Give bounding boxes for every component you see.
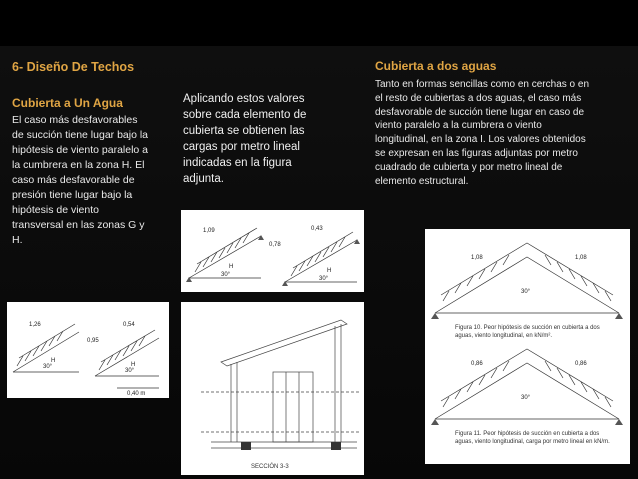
load-value: 1,08 xyxy=(575,255,587,261)
figure-caption: Figura 10. Peor hipótesis de succión en cubierta a dos xyxy=(455,325,600,331)
text-line: elemento estructural. xyxy=(375,175,469,187)
left-paragraph xyxy=(12,113,177,248)
figure-building-section xyxy=(181,302,364,475)
load-value: 1,26 xyxy=(29,322,41,328)
load-value: 0,86 xyxy=(575,361,587,367)
text-line: El caso más desfavorables xyxy=(12,114,138,126)
figure-caption: aguas, viento longitudinal, en kN/m². xyxy=(455,333,553,339)
middle-paragraph xyxy=(183,91,353,187)
load-value: 0,54 xyxy=(123,322,135,328)
text-line: presión tiene lugar bajo la xyxy=(12,189,133,201)
load-arrows xyxy=(195,233,249,272)
gable-roof-bottom xyxy=(435,363,619,419)
top-bar xyxy=(0,0,638,46)
text-line: Aplicando estos valores xyxy=(183,93,305,105)
roof-slab xyxy=(221,320,347,366)
load-arrows-2 xyxy=(291,237,345,276)
angle-label: 30° xyxy=(43,364,53,370)
figure-caption: Figura 11. Peor hipótesis de succión en cubierta a dos xyxy=(455,431,600,437)
height-label: H xyxy=(131,362,136,368)
footing xyxy=(331,442,341,450)
text-line: la cumbrera en la zona H. El xyxy=(12,159,145,171)
support-icon xyxy=(615,419,623,425)
text-line: transversal en las zonas G y xyxy=(12,219,145,231)
support-icon xyxy=(431,419,439,425)
load-value: 1,08 xyxy=(471,255,483,261)
text-line: cargas por metro lineal xyxy=(183,141,300,153)
text-line: longitudinal, en la zona I. Los valores obtenidos xyxy=(375,134,586,146)
text-line: cuadrado de cubierta y por metro lineal de xyxy=(375,161,563,173)
mono-pitch-line-diagram xyxy=(7,302,169,398)
heading-mono-pitch: Cubierta a Un Agua xyxy=(12,96,123,110)
height-label: H xyxy=(51,358,56,364)
load-value: 0,78 xyxy=(269,242,281,248)
mono-pitch-diagram xyxy=(181,210,364,292)
text-line: se expresan en las figuras adjuntas por metro xyxy=(375,147,578,159)
section-title: 6- Diseño De Techos xyxy=(12,60,135,74)
text-line: caso más desfavorable de xyxy=(12,174,135,186)
text-line: adjunta. xyxy=(183,173,224,185)
angle-label: 30° xyxy=(125,368,135,374)
text-line: sobre cada elemento de xyxy=(183,109,307,121)
gable-roof-top xyxy=(435,257,619,313)
figure-caption: aguas, viento longitudinal, carga por metro lineal en kN/m. xyxy=(455,439,610,445)
section-drawing xyxy=(181,302,364,475)
footing xyxy=(241,442,251,450)
text-line: el resto de cubiertas a dos aguas, el caso más xyxy=(375,92,582,104)
text-line: Tanto en formas sencillas como en cerchas o en xyxy=(375,79,589,90)
text-line: viento paralelo a la cumbrera o viento xyxy=(375,120,542,132)
window-frame xyxy=(273,372,313,442)
height-label: H xyxy=(229,264,234,270)
height-label: H xyxy=(327,268,332,274)
text-line: hipótesis de viento xyxy=(12,204,99,216)
figure-mono-pitch-loads xyxy=(181,210,364,292)
load-value: 0,95 xyxy=(87,338,99,344)
text-line: cubierta se obtienen las xyxy=(183,125,305,137)
dimension-label: 0,40 m xyxy=(127,391,146,397)
load-value: 1,09 xyxy=(203,228,215,234)
angle-label: 30° xyxy=(521,289,531,295)
figure-gable-roof-loads xyxy=(425,229,630,464)
text-line: indicadas en la figura xyxy=(183,157,292,169)
support-icon xyxy=(431,313,439,319)
text-line: hipótesis de viento paralelo a xyxy=(12,144,149,156)
gable-diagrams xyxy=(425,229,630,464)
heading-gable: Cubierta a dos aguas xyxy=(375,59,497,73)
angle-label: 30° xyxy=(319,276,329,282)
text-line: de succión tiene lugar bajo la xyxy=(12,129,149,141)
text-line: desfavorable de succión tiene lugar en caso de xyxy=(375,106,585,118)
load-value: 0,43 xyxy=(311,226,323,232)
figure-mono-pitch-line-loads xyxy=(7,302,169,398)
right-paragraph xyxy=(375,78,633,188)
angle-label: 30° xyxy=(521,395,531,401)
load-value: 0,86 xyxy=(471,361,483,367)
angle-label: 30° xyxy=(221,272,231,278)
text-line: H. xyxy=(12,234,23,246)
section-caption: SECCIÓN 3-3 xyxy=(251,464,289,470)
load-line-2 xyxy=(293,232,353,268)
support-icon xyxy=(615,313,623,319)
